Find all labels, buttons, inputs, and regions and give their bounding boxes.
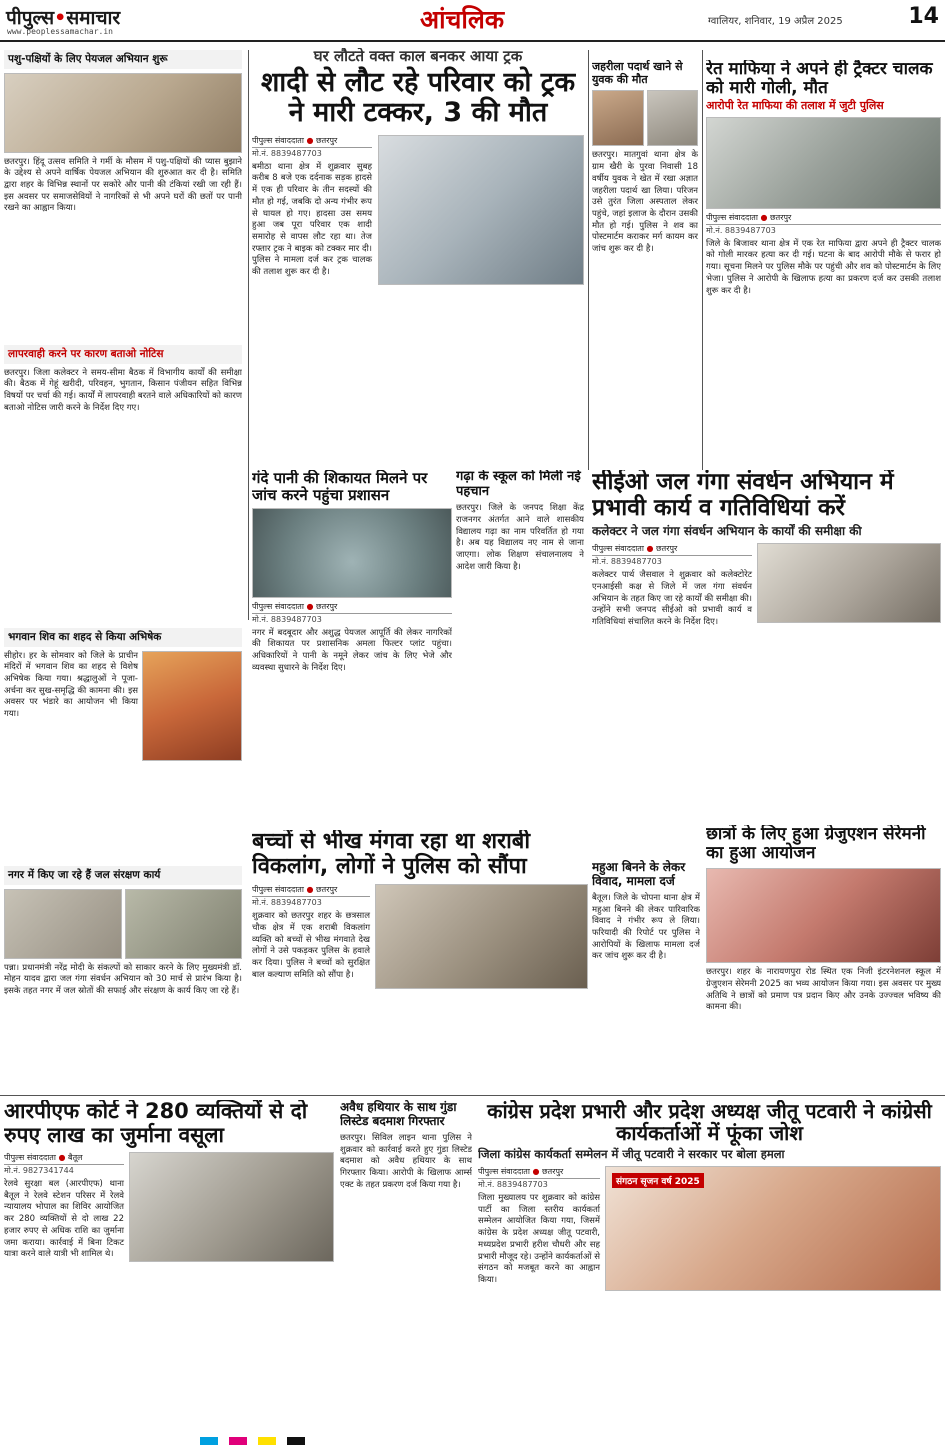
story-headline: रेत माफिया ने अपने ही ट्रैक्टर चालक को मारी गोली, मौत (706, 60, 933, 99)
registration-swatch (200, 1437, 218, 1445)
photo-review-meeting (757, 543, 941, 623)
photo-police-team (706, 117, 941, 209)
story-body: छतरपुर। जिले के जनपद शिक्षा केंद्र राजनगर अंतर्गत आने वाले शासकीय विद्यालय गढ़ा का नाम परिवर्तित हो गया है। अब यह विद्यालय नए नाम से जाना जाएगा। लोक शिक्षण संचालनालय ने आदेश जारी किया है। (456, 503, 584, 572)
website-url: www.peoplessamachar.in (7, 27, 113, 36)
story-body: बैतूल। जिले के चोपना थाना क्षेत्र में महुआ बिनने की लेकर पारिवारिक विवाद ने गंभीर रूप ले लिया। फरियादी की रिपोर्ट पर पुलिस ने आरोपियों के खिलाफ मामला दर्ज कर जांच शुरू कर दी है। (592, 892, 700, 962)
story-headline: आरपीएफ कोर्ट ने 280 व्यक्तियों से दो रुपए लाख का जुर्माना वसूला (4, 1100, 308, 1147)
story-headline: जहरीला पदार्थ खाने से युवक की मौत (592, 60, 683, 87)
story-body: सीहोर। हर के सोमवार को जिले के प्राचीन मंदिरों में भगवान शिव का शहद से विशेष अभिषेक किया गया। श्रद्धालुओं ने पूजा-अर्चना कर सुख-समृद्धि की कामना की। इस अवसर पर भंडारे का आयोजन भी किया गया। (4, 650, 138, 720)
photo-water-work (125, 889, 243, 959)
story-ganda (252, 470, 452, 725)
photo-water-plant (252, 508, 452, 598)
story-gadha (456, 470, 584, 725)
story-pashu (4, 50, 242, 340)
story-body: छतरपुर। सिविल लाइन थाना पुलिस ने शुक्रवार को कार्रवाई करते हुए गुंडा लिस्टेड बदमाश को अवैध हथियार के साथ गिरफ्तार किया। आरोपी के खिलाफ आर्म्स एक्ट के तहत प्रकरण दर्ज किया गया है। (340, 1132, 472, 1190)
byline: पीपुल्स संवाददाता ● छतरपुर (478, 1166, 600, 1179)
section-title: आंचलिक (420, 5, 505, 34)
story-bachcho (252, 830, 588, 1092)
story-ret (706, 60, 941, 465)
masthead (0, 0, 945, 42)
story-kicker: घर लौटते वक्त काल बनकर आया ट्रक (313, 48, 523, 65)
story-body: छतरपुर। मातगुवां थाना क्षेत्र के ग्राम खैरी के पुरवा निवासी 18 वर्षीय युवक ने खेत में रखा अज्ञात जहरीला पदार्थ खा लिया। परिजन उसे तुरंत जिला अस्पताल लेकर पहुंचे, जहां इलाज के दौरान उसकी मौत हो गई। पुलिस ने शव का पोस्टमार्टम कराकर मर्ग कायम कर जांच शुरू कर दी है। (592, 150, 698, 255)
story-headline: गढ़ा के स्कूल को मिली नई पहचान (456, 470, 581, 499)
story-body: कलेक्टर पार्थ जैसवाल ने शुक्रवार को कलेक्टोरेट एनआईसी कक्ष से जिले में जल गंगा संवर्धन अभियान के तहत किए जा रहे कार्यों की समीक्षा की। उन्होंने सभी जनपद सीईओ को प्रभावी कार्य व गतिविधियां संचालित करने के निर्देश दिए। (592, 570, 752, 628)
story-rpf (4, 1100, 334, 1425)
mobile-number: मो.नं. 8839487703 (706, 225, 776, 235)
story-headline: अवैध हथियार के साथ गुंडा लिस्टेड बदमाश गिरफ्तार (340, 1100, 457, 1129)
mobile-number: मो.नं. 9827341744 (4, 1166, 74, 1176)
story-subhead: कलेक्टर ने जल गंगा संवर्धन अभियान के कार्यों की समीक्षा की (592, 523, 862, 538)
photo-people-gathering (4, 73, 242, 153)
story-jahreela (592, 60, 698, 465)
photo-family-mourning (378, 135, 584, 285)
story-nagar (4, 866, 242, 1091)
story-avaidh (340, 1100, 472, 1425)
print-registration-bar (0, 1430, 945, 1445)
photo-family (647, 90, 699, 146)
row-rule (0, 1095, 945, 1096)
story-headline: लापरवाही करने पर कारण बताओ नोटिस (4, 345, 242, 364)
story-body: छतरपुर। जिला कलेक्टर ने समय-सीमा बैठक में विभागीय कार्यों की समीक्षा की। बैठक में गेहूं खरीदी, परिवहन, भुगतान, किसान पंजीयन सहित विभिन्न विषयों पर चर्चा की गई। कार्यों में लापरवाही बरतने वाले अधिकारियों को कारण बताओ नोटिस जारी करने के निर्देश दिए गए। (4, 367, 242, 413)
photo-water-work (4, 889, 122, 959)
story-lead (252, 48, 584, 468)
story-body: जिले के बिजावर थाना क्षेत्र में एक रेत माफिया द्वारा अपने ही ट्रैक्टर चालक को गोली मारकर हत्या कर दी गई। घटना के बाद आरोपी मौके से फरार हो गया। सूचना मिलने पर पुलिस मौके पर पहुंची और शव को पोस्टमार्टम के लिए भेजा। पुलिस ने आरोपी के खिलाफ हत्या का प्रकरण दर्ज कर उसकी तलाश शुरू कर दी है। (706, 238, 941, 296)
story-laparwahi (4, 345, 242, 625)
story-ceo (592, 470, 941, 770)
story-body: छतरपुर। हिंदू उत्सव समिति ने गर्मी के मौसम में पशु-पक्षियों की प्यास बुझाने के उद्देश्य से अपने वार्षिक पेयजल अभियान की शुरुआत कर दी है। समिति द्वारा शहर के विभिन्न स्थानों पर सकोरे और पानी की टंकियां रखी जा रही हैं। इस अवसर पर समाजसेवियों ने नागरिकों से भी अपने घरों की छतों पर पानी रखने का आह्वान किया। (4, 156, 242, 214)
photo-children-vehicle (375, 884, 588, 989)
photo-graduation (706, 868, 941, 963)
story-subhead: जिला कांग्रेस कार्यकर्ता सम्मेलन में जीतू पटवारी ने सरकार पर बोला हमला (478, 1146, 785, 1161)
byline: पीपुल्स संवाददाता ● छतरपुर (252, 135, 372, 148)
dateline: ग्वालियर, शनिवार, 19 अप्रैल 2025 (708, 16, 843, 27)
story-mahua (592, 860, 700, 1092)
story-body: रेलवे सुरक्षा बल (आरपीएफ) थाना बैतूल ने रेलवे स्टेशन परिसर में रेलवे न्यायालय भोपाल का शिविर आयोजित कर 280 व्यक्तियों से दो लाख 22 हजार रुपए से अधिक राशि का जुर्माना जमा कराया। कार्रवाई में बिना टिकट यात्रा करने वाले यात्री भी शामिल थे। (4, 1179, 124, 1260)
mobile-number: मो.नं. 8839487703 (592, 557, 662, 567)
banner-text: संगठन सृजन वर्ष 2025 (612, 1173, 704, 1188)
story-headline: गंदे पानी की शिकायत मिलने पर जांच करने पहुंचा प्रशासन (252, 470, 428, 504)
story-body: पन्ना। प्रधानमंत्री नरेंद्र मोदी के संकल्पों को साकार करने के लिए मुख्यमंत्री डॉ. मोहन यादव द्वारा जल गंगा संवर्धन अभियान को 30 मार्च से प्रारंभ किया है। इसके तहत नगर में जल स्रोतों की सफाई और संरक्षण के कार्य किए जा रहे हैं। (4, 962, 242, 997)
byline: पीपुल्स संवाददाता ● बैतूल (4, 1152, 124, 1165)
story-headline: महुआ बिनने के लेकर विवाद, मामला दर्ज (592, 860, 686, 889)
byline: पीपुल्स संवाददाता ● छतरपुर (252, 884, 370, 897)
story-headline: नगर में किए जा रहे हैं जल संरक्षण कार्य (4, 866, 242, 885)
column-rule (588, 50, 589, 470)
story-body: नगर में बदबूदार और अशुद्ध पेयजल आपूर्ति की लेकर नागरिकों की शिकायत पर प्रशासनिक अमला फिल्टर प्लांट पहुंचा। अधिकारियों ने पानी के नमूने लेकर जांच के लिए भेजे और व्यवस्था सुधारने के निर्देश दिए। (252, 627, 452, 673)
story-headline: बच्चों से भीख मंगवा रहा था शराबी विकलांग, लोगों ने पुलिस को सौंपा (252, 830, 531, 879)
photo-victim (592, 90, 644, 146)
story-subhead: आरोपी रेत माफिया की तलाश में जुटी पुलिस (706, 99, 884, 113)
byline: पीपुल्स संवाददाता ● छतरपुर (252, 601, 452, 614)
story-headline: पशु-पक्षियों के लिए पेयजल अभियान शुरू (4, 50, 242, 69)
mobile-number: मो.नं. 8839487703 (252, 148, 322, 158)
story-congress (478, 1100, 941, 1425)
story-body: शुक्रवार को छतरपुर शहर के छत्रसाल चौक क्षेत्र में एक शराबी विकलांग व्यक्ति को बच्चों से भीख मंगवाते देख लोगों ने उसे पकड़कर पुलिस के हवाले कर दिया। पुलिस ने बच्चों को सुरक्षित बाल कल्याण समिति को सौंपा है। (252, 911, 370, 980)
mobile-number: मो.नं. 8839487703 (252, 898, 322, 908)
story-body: जिला मुख्यालय पर शुक्रवार को कांग्रेस पार्टी का जिला स्तरीय कार्यकर्ता सम्मेलन आयोजित किया गया, जिसमें कांग्रेस के प्रदेश अध्यक्ष जीतू पटवारी, मध्यप्रदेश प्रभारी हरीश चौधरी और सह प्रभारी मौजूद रहे। उन्होंने कार्यकर्ताओं से संगठन को मजबूत करने का आह्वान किया। (478, 1193, 600, 1286)
story-bhagwan (4, 628, 242, 863)
column-rule (248, 50, 249, 620)
photo-rpf-court (129, 1152, 334, 1262)
byline: पीपुल्स संवाददाता ● छतरपुर (592, 543, 752, 556)
registration-swatch (287, 1437, 305, 1445)
story-chhatro (706, 825, 941, 1092)
registration-swatch (229, 1437, 247, 1445)
brand-logo: पीपुल्स•समाचार (6, 7, 121, 29)
story-headline: कांग्रेस प्रदेश प्रभारी और प्रदेश अध्यक्ष जीतू पटवारी ने कांग्रेसी कार्यकर्ताओं में फूंका जोश (487, 1100, 932, 1146)
mobile-number: मो.नं. 8839487703 (478, 1180, 548, 1189)
story-headline: शादी से लौट रहे परिवार को ट्रक ने मारी टक्कर, 3 की मौत (260, 67, 576, 129)
registration-swatch (258, 1437, 276, 1445)
story-headline: भगवान शिव का शहद से किया अभिषेक (4, 628, 242, 647)
photo-congress-rally (605, 1166, 941, 1291)
story-headline: सीईओ जल गंगा संवर्धन अभियान में प्रभावी कार्य व गतिविधियां करें (592, 470, 894, 521)
photo-abhishek (142, 651, 242, 761)
story-body: बमीठा थाना क्षेत्र में शुक्रवार सुबह करीब 8 बजे एक दर्दनाक सड़क हादसे में एक ही परिवार के तीन सदस्यों की मौत हो गई, जबकि दो अन्य गंभीर रूप से घायल हो गए। हादसा उस समय हुआ जब पूरा परिवार एक शादी समारोह से वापस लौट रहा था। तेज रफ्तार ट्रक ने बाइक को टक्कर मार दी। पुलिस ने मामला दर्ज कर ट्रक चालक की तलाश शुरू कर दी है। (252, 161, 372, 278)
page-number: 14 (908, 4, 939, 29)
mobile-number: मो.नं. 8839487703 (252, 614, 322, 624)
column-rule (702, 50, 703, 470)
byline: पीपुल्स संवाददाता ● छतरपुर (706, 212, 941, 225)
story-headline: छात्रों के लिए हुआ ग्रेजुएशन सेरेमनी का हुआ आयोजन (706, 825, 926, 864)
story-body: छतरपुर। शहर के नारायणपुरा रोड स्थित एक निजी इंटरनेशनल स्कूल में ग्रेजुएशन सेरेमनी 2025 का भव्य आयोजन किया गया। इस अवसर पर मुख्य अतिथि ने छात्रों को प्रमाण पत्र प्रदान किए और उनके उज्ज्वल भविष्य की कामना की। (706, 967, 941, 1013)
